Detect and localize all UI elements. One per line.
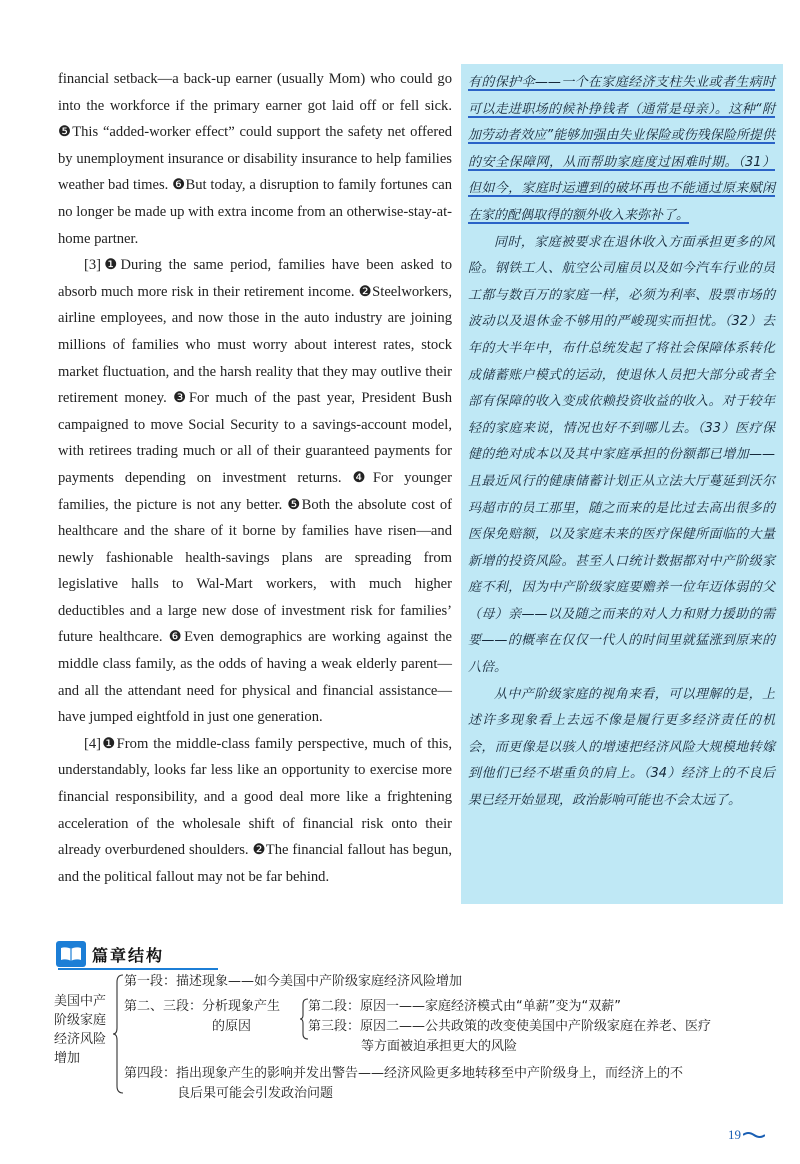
outer-brace xyxy=(112,974,124,1094)
outline-topic: 美国中产阶级家庭经济风险增加 xyxy=(54,994,107,1066)
english-text-column xyxy=(58,66,452,890)
open-book-icon xyxy=(56,941,86,967)
chinese-paragraph-4: 从中产阶级家庭的视角来看，可以理解的是，上述许多现象看上去远不像是履行更多经济责任的机会，而更像是以骇人的增速把经济风险大规模地转嫁到他们已经不堪重负的肩上。（34）经济上的不良后果已经开始显现，政治影响可能也不会太远了。 xyxy=(468,686,775,809)
chinese-paragraph-2-end: 有的保护伞——一个在家庭经济支柱失业或者生病时可以走进职场的候补挣钱者（通常是母亲）。这种“附加劳动者效应”能够加强由失业保险或伤残保险所提供的安全保障网，从而帮助家庭度过困难时期。（31）但如今，家庭时运遭到的破坏再也不能通过原来赋闲在家的配偶取得的额外收入来弥补了。 xyxy=(468,75,775,223)
page-number xyxy=(728,1127,765,1143)
outline-paragraphs-2-3-label-cont: 的原因 xyxy=(212,1019,252,1034)
chinese-paragraph-3: 同时，家庭被要求在退休收入方面承担更多的风险。钢铁工人、航空公司雇员以及如今汽车行业的员工都与数百万的家庭一样，必须为利率、股票市场的波动以及退休金不够用的严峻现实而担忧。（32）去年的大半年中，布什总统发起了将社会保障体系转化成储蓄账户模式的运动，使退休人员把大部分或者全部有保障的收入变成依赖投资收益的收入。对于较年轻的家庭来说，情况也好不到哪儿去。（33）医疗保健的绝对成本以及其中家庭承担的份额都已增加——且最近风行的健康储蓄计划正从立法大厅蔓延到沃尔玛超市的员工那里，随之而来的是比过去高出很多的医保免赔额，以及家庭未来的医疗保健所面临的大量新增的投资风险。甚至人口统计数据都对中产阶级家庭不利，因为中产阶级家庭要赡养一位年迈体弱的父（母）亲——以及随之而来的对人力和财力援助的需要——的概率在仅仅一代人的时间里就猛涨到原来的八倍。 xyxy=(468,234,775,676)
section-header xyxy=(56,940,164,968)
outline-paragraph-4-cont: 良后果可能会引发政治问题 xyxy=(177,1086,334,1101)
outline-paragraph-1: 第一段：描述现象——如今美国中产阶级家庭经济风险增加 xyxy=(124,974,463,989)
outline-paragraphs-2-3-label: 第二、三段：分析现象产生 xyxy=(124,999,281,1014)
outline-paragraph-4: 第四段：指出现象产生的影响并发出警告——经济风险更多地转移至中产阶级身上，而经济上的不 xyxy=(124,1066,684,1081)
english-paragraph-2-end: financial setback—a back-up earner (usually Mom) who could go into the workforce if the primary earner got laid off or fell sick. ❺This “added-worker effect” could support the safety net offered by unemployment insurance or disability insurance to help families weather bad times. ❻But today, a disruption to family fortunes can no longer be made up with extra income from an otherwise-stay-at-home partner. xyxy=(58,71,452,247)
english-paragraph-3: [3]❶During the same period, families have been asked to absorb much more risk in their retirement income. ❷Steelworkers, airline employees, and now those in the auto industry are joining millions of families who must worry about interest rates, stock market fluctuation, and the harsh reality that they may outlive their retirement money. ❸For much of the past year, President Bush campaigned to move Social Security to a savings-account model, with retirees trading much or all of their guaranteed payments for payments depending on investment returns. ❹For younger families, the picture is not any better. ❺Both the absolute cost of healthcare and the share of it borne by families have risen—and newly fashionable health-savings plans are spreading from legislative halls to Wal-Mart workers, with much higher deductibles and a large new dose of investment risk for families’ future healthcare. ❻Even demographics are working against the middle class family, as the odds of having a weak elderly parent—and all the attendant need for physical and financial assistance—have jumped eightfold in just one generation. xyxy=(58,257,452,726)
section-underline xyxy=(58,968,218,970)
english-paragraph-4: [4]❶From the middle-class family perspective, much of this, understandably, looks far less like an opportunity to exercise more financial responsibility, and a good deal more like a frightening acceleration of the wholesale shift of financial risk onto their already overburdened shoulders. ❷The financial fallout has begun, and the political fallout may not be far behind. xyxy=(58,735,452,885)
page-decoration-icon xyxy=(743,1131,765,1139)
outline-paragraph-3-cont: 等方面被迫承担更大的风险 xyxy=(361,1039,518,1054)
outline-paragraph-2: 第二段：原因一——家庭经济模式由“单薪”变为“双薪” xyxy=(308,999,621,1014)
outline-paragraph-3: 第三段：原因二——公共政策的改变使美国中产阶级家庭在养老、医疗 xyxy=(308,1019,712,1034)
section-title: 篇章结构 xyxy=(92,945,165,965)
page-number-text: 19 xyxy=(728,1127,741,1142)
chinese-text-column xyxy=(468,70,775,815)
